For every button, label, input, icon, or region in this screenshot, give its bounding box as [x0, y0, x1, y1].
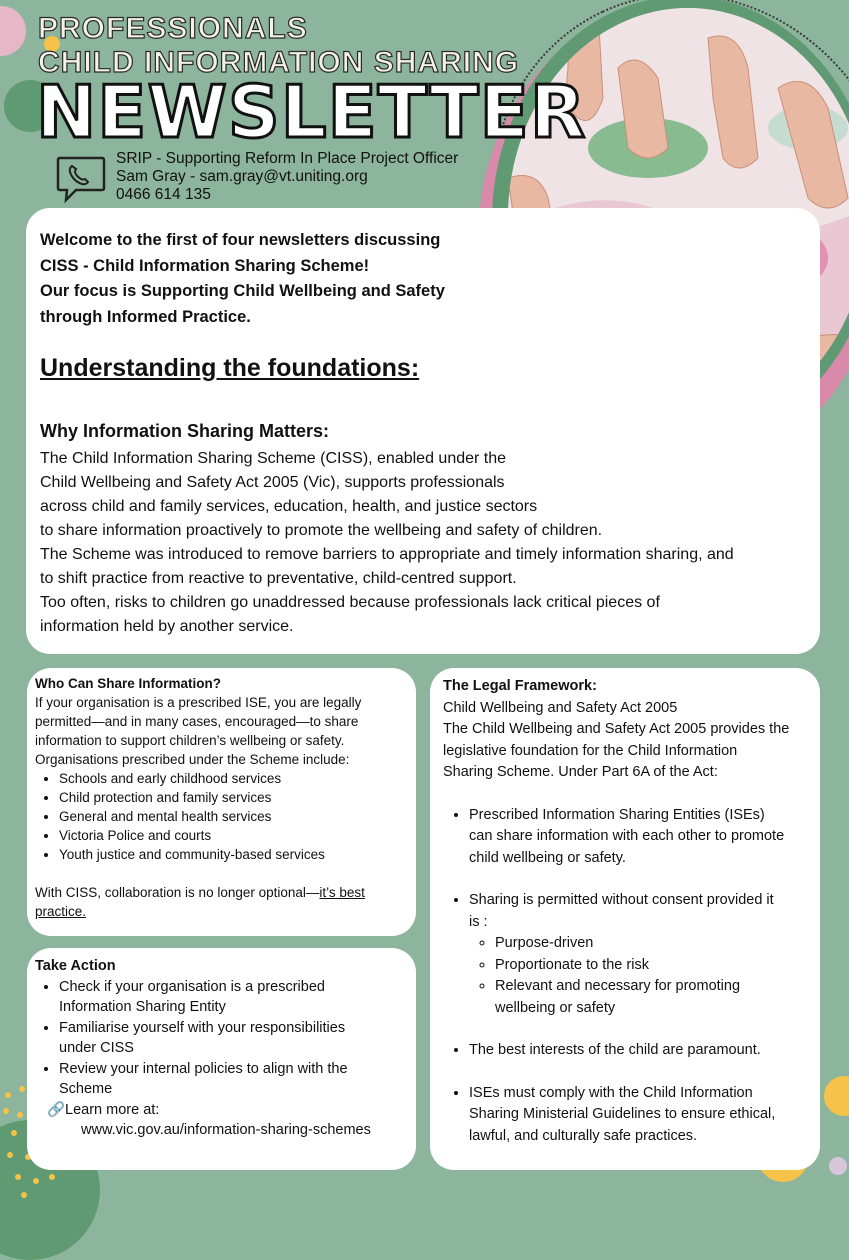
intro-line: CISS - Child Information Sharing Scheme!	[40, 256, 370, 275]
action-section	[35, 956, 407, 1141]
list-item	[469, 805, 813, 870]
legal-item-line: ISEs must comply with the Child Information	[469, 1084, 753, 1101]
learn-more-label: Learn more at:	[65, 1101, 160, 1118]
action-title: Take Action	[35, 958, 116, 974]
action-list	[35, 977, 407, 1100]
legal-item-line: child wellbeing or safety.	[469, 849, 626, 866]
action-item-line: under CISS	[59, 1040, 134, 1056]
contact-phone[interactable]: 0466 614 135	[116, 186, 211, 203]
why-line: Child Wellbeing and Safety Act 2005 (Vic), supports professionals	[40, 474, 505, 491]
list-item: • Youth justice and community-based services	[59, 845, 407, 864]
intro-line: through Informed Practice.	[40, 307, 251, 326]
phone-chat-icon	[54, 152, 108, 206]
learn-more-url[interactable]: www.vic.gov.au/information-sharing-schemes	[81, 1122, 371, 1138]
list-item	[469, 890, 813, 1019]
legal-desc-line: The Child Wellbeing and Safety Act 2005 provides the	[443, 721, 790, 737]
legal-section	[443, 676, 813, 1147]
learn-more	[35, 1100, 407, 1121]
who-list	[35, 769, 407, 864]
intro-line: Welcome to the first of four newsletters discussing	[40, 231, 441, 249]
legal-desc-line: legislative foundation for the Child Information	[443, 742, 738, 759]
list-item: • Child protection and family services	[59, 788, 407, 807]
legal-item-line: lawful, and culturally safe practices.	[469, 1127, 698, 1144]
legal-item-line: Relevant and necessary for promoting	[495, 978, 741, 994]
link-icon: 🔗	[47, 1101, 66, 1118]
best-practice-link-cont[interactable]: practice.	[35, 904, 87, 919]
sub-list-item	[495, 976, 813, 1019]
legal-item-line: Sharing Ministerial Guidelines to ensure ethical,	[469, 1106, 776, 1122]
why-line: information held by another service.	[40, 618, 294, 635]
why-line: The Child Information Sharing Scheme (CISS), enabled under the	[40, 450, 507, 467]
list-item: • The best interests of the child are paramount.	[469, 1040, 813, 1062]
why-line: to share information proactively to promote the wellbeing and safety of children.	[40, 522, 603, 539]
who-intro-line: If your organisation is a prescribed ISE, you are legally	[35, 695, 362, 710]
intro-text	[40, 228, 500, 330]
list-item: • General and mental health services	[59, 807, 407, 826]
action-item-line: Check if your organisation is a prescribed	[59, 978, 325, 995]
legal-list	[443, 1083, 813, 1148]
list-item	[59, 1018, 407, 1059]
foundations-heading: Understanding the foundations:	[40, 354, 420, 382]
list-item	[469, 1083, 813, 1148]
header-line-professionals: PROFESSIONALS	[38, 12, 308, 45]
legal-item-line: wellbeing or safety	[495, 999, 616, 1016]
list-item: • Schools and early childhood services	[59, 769, 407, 788]
contact-name-email[interactable]: Sam Gray - sam.gray@vt.uniting.org	[116, 168, 368, 185]
who-intro-line: Organisations prescribed under the Scheme include:	[35, 752, 350, 767]
legal-list	[443, 805, 813, 870]
legal-desc-line: Sharing Scheme. Under Part 6A of the Act:	[443, 764, 718, 780]
decor-circle-lilac	[829, 1157, 847, 1175]
intro-line: Our focus is Supporting Child Wellbeing and Safety	[40, 282, 445, 300]
legal-item-line: Prescribed Information Sharing Entities (ISEs)	[469, 806, 765, 823]
sub-list-item: ◦ Purpose-driven	[495, 933, 813, 955]
who-title: Who Can Share Information?	[35, 676, 222, 691]
header-line-ciss: CHILD INFORMATION SHARING	[38, 46, 520, 79]
contact-role: SRIP - Supporting Reform In Place Project Officer	[116, 150, 459, 167]
why-line: Too often, risks to children go unaddressed because professionals lack critical pieces of	[40, 594, 660, 611]
why-body	[40, 447, 810, 639]
why-line: across child and family services, education, health, and justice sectors	[40, 498, 538, 515]
legal-item-line: can share information with each other to promote	[469, 828, 785, 844]
list-item	[59, 1059, 407, 1100]
legal-item-line: Sharing is permitted without consent provided it	[469, 892, 774, 908]
who-section	[35, 674, 407, 921]
who-intro-line: permitted—and in many cases, encouraged—to share	[35, 714, 359, 729]
contact-info	[116, 150, 458, 204]
sub-list-item: ◦ Proportionate to the risk	[495, 955, 813, 977]
action-item-line: Review your internal policies to align with the	[59, 1060, 348, 1077]
list-item	[59, 977, 407, 1018]
legal-act: Child Wellbeing and Safety Act 2005	[443, 699, 678, 716]
why-line: to shift practice from reactive to preventative, child-centred support.	[40, 570, 517, 587]
legal-list	[443, 890, 813, 1019]
legal-list	[443, 1040, 813, 1062]
best-practice-link[interactable]: it’s best	[319, 885, 365, 900]
legal-item-line: is :	[469, 913, 488, 930]
legal-sublist	[469, 933, 813, 1019]
who-intro-line: information to support children’s wellbeing or safety.	[35, 733, 345, 748]
newsletter-title: NEWSLETTER	[36, 70, 587, 154]
legal-title: The Legal Framework:	[443, 678, 597, 694]
action-item-line: Familiarise yourself with your responsibilities	[59, 1019, 346, 1036]
decor-circle-yellow-right	[824, 1076, 849, 1116]
decor-circle-pink	[0, 6, 26, 56]
who-closing-text: With CISS, collaboration is no longer optional—	[35, 885, 320, 900]
action-item-line: Scheme	[59, 1081, 113, 1097]
list-item: • Victoria Police and courts	[59, 826, 407, 845]
who-closing	[35, 883, 407, 902]
why-heading: Why Information Sharing Matters:	[40, 421, 330, 441]
why-line: The Scheme was introduced to remove barriers to appropriate and timely information sharing, and	[40, 546, 734, 563]
action-item-line: Information Sharing Entity	[59, 999, 226, 1015]
